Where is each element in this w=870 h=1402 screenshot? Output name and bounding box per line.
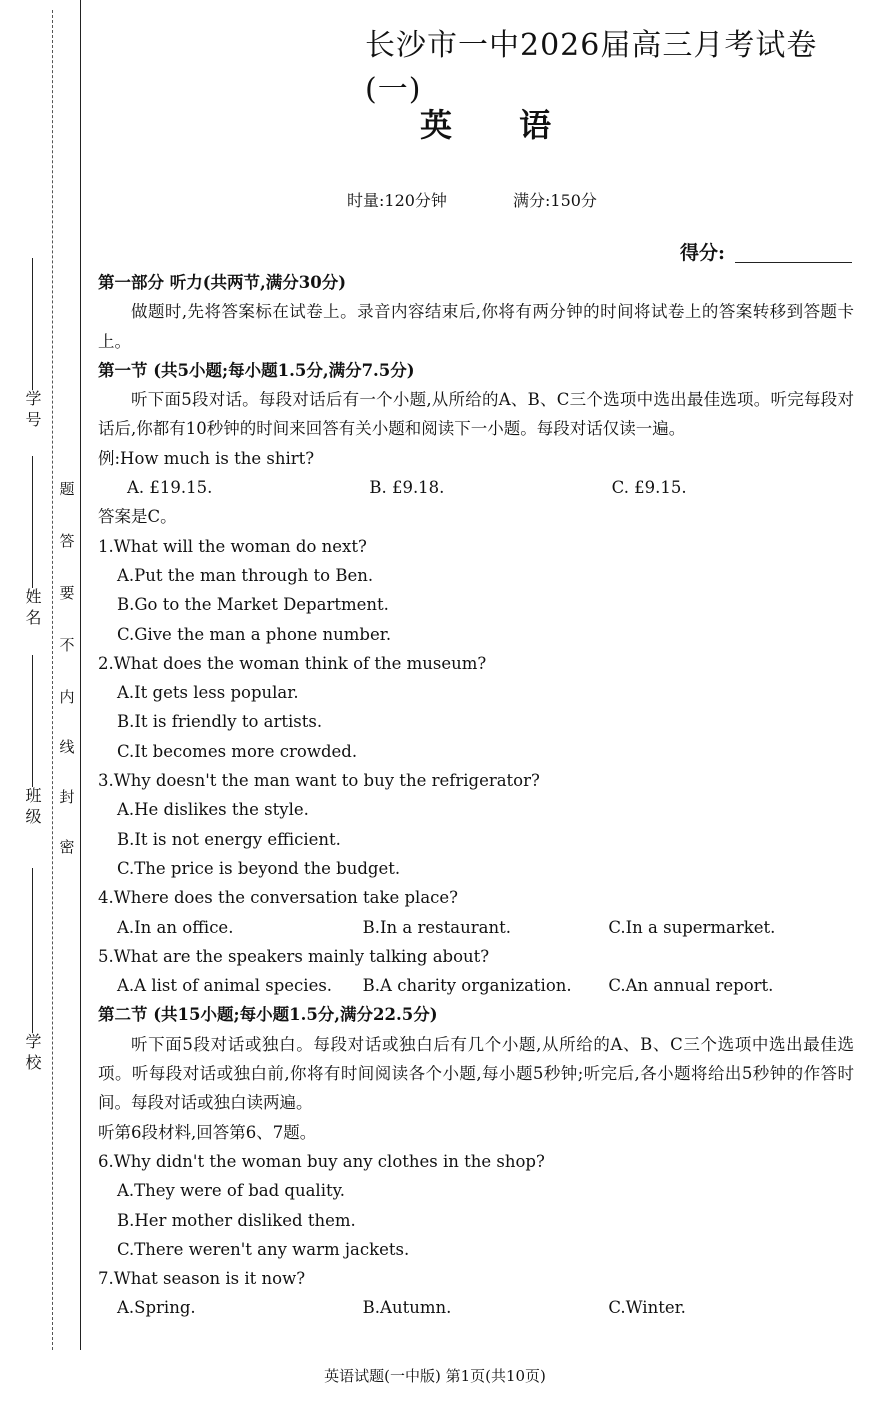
q7-option-a: A.Spring. [117,1298,196,1318]
q1-option-c: C.Give the man a phone number. [117,624,392,644]
class-label: 班 级 [23,787,42,825]
example-answer: 答案是C。 [98,507,177,527]
q7-options [98,1293,854,1322]
q1-option-a: A.Put the man through to Ben. [117,565,374,585]
q6-option-a: A.They were of bad quality. [117,1181,345,1201]
q1-option-b: B.Go to the Market Department. [117,595,389,615]
margin-solid-line [80,0,81,1350]
section2-heading: 第二节 (共15小题;每小题1.5分,满分22.5分) [98,1005,438,1025]
q4-option-c: C.In a supermarket. [608,917,776,937]
school-underline [32,868,33,1033]
seal-char: 封 [59,788,75,806]
seal-char: 答 [59,532,75,550]
q3-option-b: B.It is not energy efficient. [117,829,341,849]
question-5: 5.What are the speakers mainly talking about? [98,946,490,966]
q7-option-c: C.Winter. [608,1298,686,1318]
q5-option-b: B.A charity organization. [362,976,572,996]
exam-time: 时量:120分钟 [347,191,447,210]
seal-char: 题 [59,480,75,498]
binding-margin [0,0,80,1402]
seal-char: 密 [59,838,75,856]
page-footer: 英语试题(一中版) 第1页(共10页) [324,1367,546,1385]
q2-option-a: A.It gets less popular. [117,683,299,703]
q4-option-b: B.In a restaurant. [362,917,511,937]
question-7: 7.What season is it now? [98,1269,306,1289]
question-6: 6.Why didn't the woman buy any clothes in the shop? [98,1151,545,1171]
example-question: 例:How much is the shirt? [98,448,315,468]
subject-title: 英 语 [420,106,580,144]
student-no-underline [32,258,33,390]
student-no-field[interactable] [16,258,48,427]
class-underline [32,655,33,787]
school-label: 学 校 [23,1033,42,1071]
q3-option-c: C.The price is beyond the budget. [117,858,401,878]
seal-dashed-line [52,10,53,1350]
q5-options [98,971,854,1000]
question-3: 3.Why doesn't the man want to buy the refrigerator? [98,771,540,791]
score-label: 得分: [680,242,726,264]
exam-title: 长沙市一中2026届高三月考试卷(一) [365,28,818,107]
section1-intro: 听下面5段对话。每段对话后有一个小题,从所给的A、B、C三个选项中选出最佳选项。听完每段对话后,你都有10秒钟的时间来回答有关小题和阅读下一小题。每段对话仅读一遍。 [98,390,854,439]
name-field[interactable] [16,456,48,625]
question-4: 4.Where does the conversation take place? [98,888,459,908]
q3-option-a: A.He dislikes the style. [117,800,309,820]
example-option-b: B. £9.18. [369,478,445,498]
section1-heading: 第一节 (共5小题;每小题1.5分,满分7.5分) [98,360,415,380]
question-2: 2.What does the woman think of the museum? [98,653,487,673]
q7-option-b: B.Autumn. [362,1298,452,1318]
seal-char: 要 [59,584,75,602]
part1-heading: 第一部分 听力(共两节,满分30分) [98,273,347,292]
part1-intro: 做题时,先将答案标在试卷上。录音内容结束后,你将有两分钟的时间将试卷上的答案转移到答题卡上。 [98,302,854,351]
seal-char: 内 [59,688,75,706]
example-options [98,473,854,502]
q5-option-c: C.An annual report. [608,976,774,996]
question-1: 1.What will the woman do next? [98,536,367,556]
q2-option-b: B.It is friendly to artists. [117,712,323,732]
section2-intro: 听下面5段对话或独白。每段对话或独白后有几个小题,从所给的A、B、C三个选项中选出最佳选项。听每段对话或独白前,你将有时间阅读各个小题,每小题5秒钟;听完后,各小题将给出5秒钟的作答时间。每段对话或独白读两遍。 [98,1034,854,1113]
seal-char: 线 [59,738,75,756]
q2-option-c: C.It becomes more crowded. [117,741,358,761]
example-option-c: C. £9.15. [611,478,687,498]
exam-full-score: 满分:150分 [513,191,597,210]
school-field[interactable] [16,868,48,1070]
q4-option-a: A.In an office. [117,917,234,937]
q5-option-a: A.A list of animal species. [117,976,333,996]
name-label: 姓 名 [23,588,42,626]
class-field[interactable] [16,655,48,824]
student-no-label: 学 号 [23,390,42,428]
q6-option-b: B.Her mother disliked them. [117,1210,356,1230]
q6-option-c: C.There weren't any warm jackets. [117,1239,410,1259]
score-input-line[interactable] [735,262,852,263]
q4-options [98,913,854,942]
material-6-instruction: 听第6段材料,回答第6、7题。 [98,1122,317,1142]
seal-char: 不 [59,636,75,654]
name-underline [32,456,33,588]
exam-content [98,268,854,1323]
example-option-a: A. £19.15. [127,478,213,498]
